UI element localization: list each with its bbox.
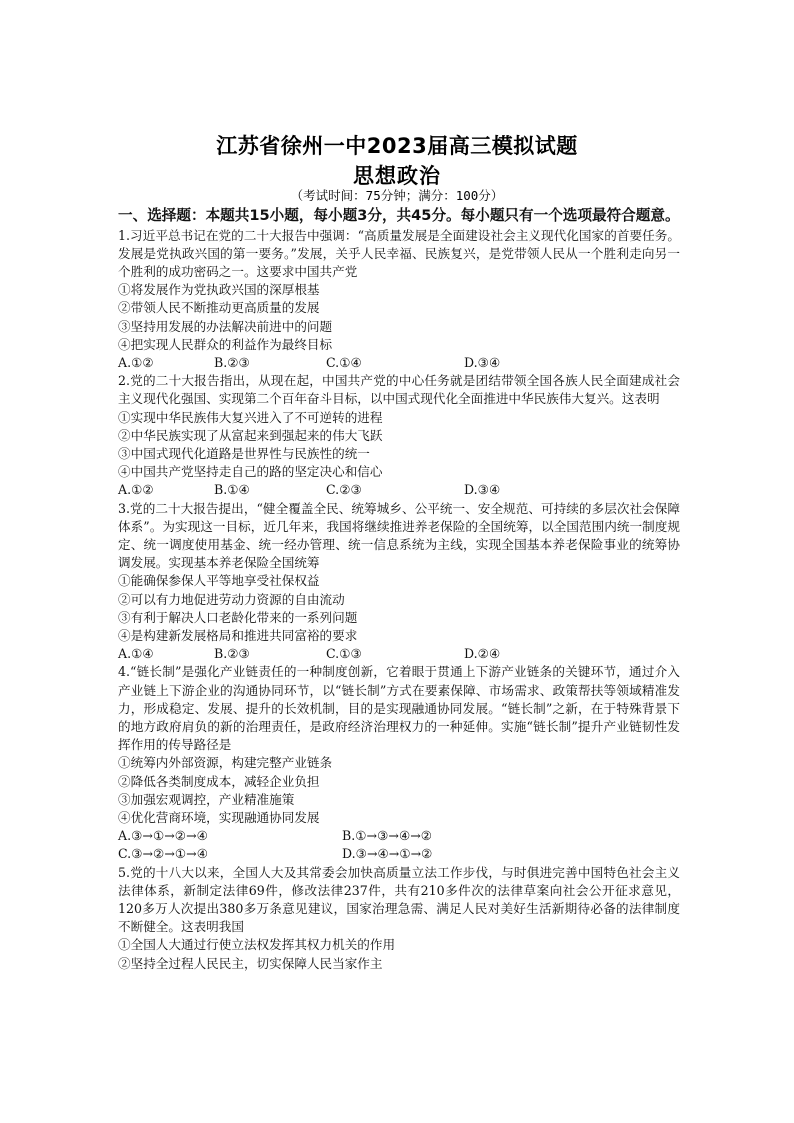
option-b[interactable]: B.②③ xyxy=(214,354,250,370)
question-2 xyxy=(118,372,680,499)
question-item: ②可以有力地促进劳动力资源的自由流动 xyxy=(118,591,345,607)
question-item: ④中国共产党坚持走自己的路的坚定决心和信心 xyxy=(118,464,383,480)
question-item: ②中华民族实现了从富起来到强起来的伟大飞跃 xyxy=(118,427,383,443)
question-stem: 4.“链长制”是强化产业链责任的一种制度创新，它着眼于贯通上下游产业链条的关键环节，通过介入产业链上下游企业的沟通协同环节，以“链长制”方式在要素保障、市场需求、政策帮扶等领域精准发力，形成稳定、发展、提升的长效机制，目的是实现融通协同发展。“链长制”之新，在于特殊背景下的地方政府肩负的新的治理责任，是政府经济治理权力的一种延伸。实施“链长制”提升产业链韧性发挥作用的传导路径是 xyxy=(118,664,680,753)
question-item: ④优化营商环境，实现融通协同发展 xyxy=(118,810,320,825)
option-a[interactable]: A.①④ xyxy=(118,646,154,662)
question-4 xyxy=(118,663,680,863)
answer-options xyxy=(118,354,680,372)
subject-title: 思想政治 xyxy=(353,164,441,188)
option-b[interactable]: B.①→③→④→② xyxy=(342,828,433,844)
question-stem: 3.党的二十大报告提出，“健全覆盖全民、统筹城乡、公平统一、安全规范、可持续的多层次社会保障体系”。为实现这一目标，近几年来，我国将继续推进养老保险的全国统筹，以全国范围内统一制度规定、统一调度使用基金、统一经办管理、统一信息系统为主线，实现全国基本养老保险事业的统筹协调发展。实现基本养老保险全国统筹 xyxy=(118,500,680,571)
option-b[interactable]: B.②③ xyxy=(214,646,250,662)
answer-options-row-1 xyxy=(118,827,680,845)
question-3 xyxy=(118,500,680,664)
question-item: ①统筹内外部资源，构建完整产业链条 xyxy=(118,755,333,771)
answer-options xyxy=(118,645,680,663)
question-5 xyxy=(118,864,680,973)
option-d[interactable]: D.③④ xyxy=(464,482,501,498)
question-content xyxy=(118,206,680,973)
option-c[interactable]: C.①③ xyxy=(326,646,362,662)
question-stem: 1.习近平总书记在党的二十大报告中强调：“高质量发展是全面建设社会主义现代化国家的首要任务。发展是党执政兴国的第一要务。”发展，关乎人民幸福、民族复兴，是党带领人民从一个胜利走向另一个胜利的成功密码之一。这要求中国共产党 xyxy=(118,227,680,279)
question-item: ②坚持全过程人民民主，切实保障人民当家作主 xyxy=(118,955,383,971)
question-item: ②降低各类制度成本，减轻企业负担 xyxy=(118,773,320,789)
option-d[interactable]: D.③④ xyxy=(464,354,501,370)
option-d[interactable]: D.②④ xyxy=(464,646,501,662)
exam-info: （考试时间：75分钟；满分：100分） xyxy=(290,188,504,203)
question-1 xyxy=(118,227,680,373)
option-a[interactable]: A.③→①→②→④ xyxy=(118,828,208,844)
option-d[interactable]: D.③→④→①→② xyxy=(342,846,433,862)
question-item: ③坚持用发展的办法解决前进中的问题 xyxy=(118,318,333,334)
question-item: ④把实现人民群众的利益作为最终目标 xyxy=(118,336,333,352)
answer-options xyxy=(118,481,680,499)
option-c[interactable]: C.②③ xyxy=(326,482,362,498)
exam-title: 江苏省徐州一中2023届高三模拟试题 xyxy=(216,134,578,158)
option-a[interactable]: A.①② xyxy=(118,354,154,370)
question-item: ①能确保参保人平等地享受社保权益 xyxy=(118,573,320,589)
question-stem: 5.党的十八大以来，全国人大及其常委会加快高质量立法工作步伐，与时俱进完善中国特色社会主义法律体系，新制定法律69件，修改法律237件，共有210多件次的法律草案向社会公开征求意见，120多万人次提出380多万条意见建议，国家治理急需、满足人民对美好生活新期待必备的法律制度不断健全。这表明我国 xyxy=(118,864,680,935)
option-c[interactable]: C.①④ xyxy=(326,354,362,370)
question-item: ②带领人民不断推动更高质量的发展 xyxy=(118,300,320,316)
question-item: ①全国人大通过行使立法权发挥其权力机关的作用 xyxy=(118,937,396,953)
question-item: ①实现中华民族伟大复兴进入了不可逆转的进程 xyxy=(118,409,383,425)
answer-options-row-2 xyxy=(118,845,680,863)
option-a[interactable]: A.①② xyxy=(118,482,154,498)
question-stem: 2.党的二十大报告指出，从现在起，中国共产党的中心任务就是团结带领全国各族人民全面建成社会主义现代化强国、实现第二个百年奋斗目标，以中国式现代化全面推进中华民族伟大复兴。这表明 xyxy=(118,373,680,407)
section-heading: 一、选择题：本题共15小题，每小题3分，共45分。每小题只有一个选项最符合题意。 xyxy=(118,207,680,224)
question-item: ④是构建新发展格局和推进共同富裕的要求 xyxy=(118,627,358,643)
question-item: ①将发展作为党执政兴国的深厚根基 xyxy=(118,282,320,298)
question-item: ③中国式现代化道路是世界性与民族性的统一 xyxy=(118,445,370,461)
option-c[interactable]: C.③→②→①→④ xyxy=(118,846,209,862)
question-item: ③加强宏观调控，产业精准施策 xyxy=(118,791,295,807)
question-item: ③有利于解决人口老龄化带来的一系列问题 xyxy=(118,609,358,625)
option-b[interactable]: B.①④ xyxy=(214,482,250,498)
